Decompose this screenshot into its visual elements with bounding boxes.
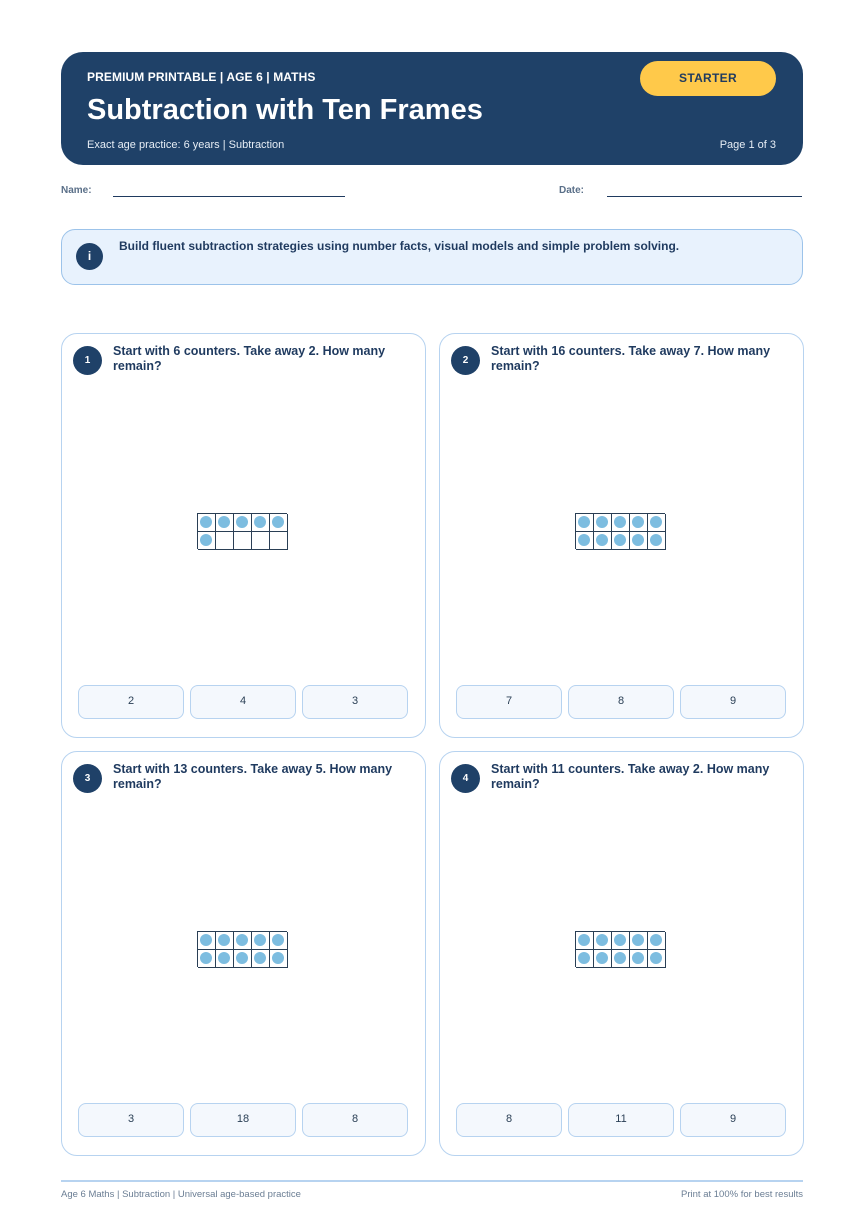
info-banner [61,229,803,285]
answer-option[interactable]: 8 [456,1103,562,1137]
ten-frame-cell [612,932,630,950]
name-line[interactable] [113,196,345,197]
counter-dot [596,516,608,528]
counter-dot [200,516,212,528]
counter-dot [218,516,230,528]
footer-right-text: Print at 100% for best results [681,1189,803,1200]
counter-dot [236,516,248,528]
date-label: Date: [559,185,585,196]
page-title: Subtraction with Ten Frames [87,94,483,126]
ten-frame-cell [612,532,630,550]
worksheet-header [61,52,803,165]
counter-dot [200,952,212,964]
counter-dot [272,934,284,946]
question-text: Start with 16 counters. Take away 7. How many remain? [491,344,771,373]
counter-dot [254,516,266,528]
ten-frame-cell [576,514,594,532]
question-card [439,333,804,738]
counter-dot [650,516,662,528]
header-kicker: PREMIUM PRINTABLE | AGE 6 | MATHS [87,70,316,84]
answer-option[interactable]: 3 [78,1103,184,1137]
ten-frame-cell [198,532,216,550]
ten-frame-cell [612,950,630,968]
ten-frame-cell [198,514,216,532]
ten-frame-cell [648,532,666,550]
answer-options [456,685,786,719]
counter-dot [578,534,590,546]
date-line[interactable] [607,196,802,197]
ten-frame-cell [252,514,270,532]
answer-option[interactable]: 8 [302,1103,408,1137]
ten-frame-cell [648,932,666,950]
counter-dot [650,534,662,546]
counter-dot [650,952,662,964]
header-subtitle: Exact age practice: 6 years | Subtraction [87,139,285,151]
ten-frame-cell [234,950,252,968]
ten-frame [575,513,665,549]
counter-dot [596,952,608,964]
name-label: Name: [61,185,92,196]
ten-frame-cell [216,950,234,968]
counter-dot [200,934,212,946]
counter-dot [632,934,644,946]
question-text: Start with 6 counters. Take away 2. How many remain? [113,344,386,373]
counter-dot [272,952,284,964]
counter-dot [596,934,608,946]
counter-dot [614,952,626,964]
counter-dot [614,934,626,946]
answer-option[interactable]: 8 [568,685,674,719]
question-card [61,751,426,1156]
counter-dot [596,534,608,546]
info-text: Build fluent subtraction strategies using number facts, visual models and simple problem solving. [119,239,680,253]
ten-frame-cell [270,532,288,550]
answer-option[interactable]: 2 [78,685,184,719]
counter-dot [218,934,230,946]
info-icon: i [76,243,103,270]
question-number: 2 [451,346,480,375]
ten-frame-cell [252,932,270,950]
question-card [439,751,804,1156]
counter-dot [578,516,590,528]
level-badge: STARTER [640,61,776,96]
ten-frame-cell [576,932,594,950]
counter-dot [578,934,590,946]
answer-option[interactable]: 11 [568,1103,674,1137]
ten-frame-cell [594,514,612,532]
ten-frame-cell [216,532,234,550]
answer-options [456,1103,786,1137]
ten-frame-cell [594,950,612,968]
ten-frame-cell [630,932,648,950]
ten-frame-cell [234,532,252,550]
answer-option[interactable]: 4 [190,685,296,719]
answer-option[interactable]: 9 [680,685,786,719]
ten-frame-cell [198,950,216,968]
page-number: Page 1 of 3 [719,139,776,151]
counter-dot [614,534,626,546]
ten-frame [197,931,287,967]
footer-left-text: Age 6 Maths | Subtraction | Universal age-based practice [61,1189,301,1200]
question-number: 1 [73,346,102,375]
counter-dot [254,952,266,964]
ten-frame-cell [198,932,216,950]
ten-frame-cell [270,950,288,968]
ten-frame-cell [630,532,648,550]
ten-frame [575,931,665,967]
ten-frame-cell [648,950,666,968]
ten-frame-cell [216,932,234,950]
ten-frame-cell [594,932,612,950]
ten-frame-cell [612,514,630,532]
answer-options [78,1103,408,1137]
ten-frame-cell [630,950,648,968]
answer-option[interactable]: 18 [190,1103,296,1137]
question-number: 3 [73,764,102,793]
counter-dot [578,952,590,964]
ten-frame-cell [594,532,612,550]
question-card [61,333,426,738]
counter-dot [632,534,644,546]
counter-dot [254,934,266,946]
ten-frame-cell [630,514,648,532]
question-number: 4 [451,764,480,793]
counter-dot [200,534,212,546]
ten-frame-cell [234,514,252,532]
counter-dot [614,516,626,528]
ten-frame-cell [234,932,252,950]
ten-frame-cell [252,950,270,968]
ten-frame-cell [576,950,594,968]
ten-frame-cell [252,532,270,550]
question-text: Start with 13 counters. Take away 5. How many remain? [113,762,393,791]
counter-dot [236,934,248,946]
ten-frame-cell [270,514,288,532]
counter-dot [632,952,644,964]
answer-options [78,685,408,719]
counter-dot [272,516,284,528]
ten-frame-cell [270,932,288,950]
ten-frame [197,513,287,549]
counter-dot [218,952,230,964]
answer-option[interactable]: 7 [456,685,562,719]
answer-option[interactable]: 3 [302,685,408,719]
ten-frame-cell [576,532,594,550]
question-text: Start with 11 counters. Take away 2. How many remain? [491,762,770,791]
counter-dot [632,516,644,528]
ten-frame-cell [216,514,234,532]
answer-option[interactable]: 9 [680,1103,786,1137]
counter-dot [650,934,662,946]
counter-dot [236,952,248,964]
ten-frame-cell [648,514,666,532]
footer-divider [61,1180,803,1182]
